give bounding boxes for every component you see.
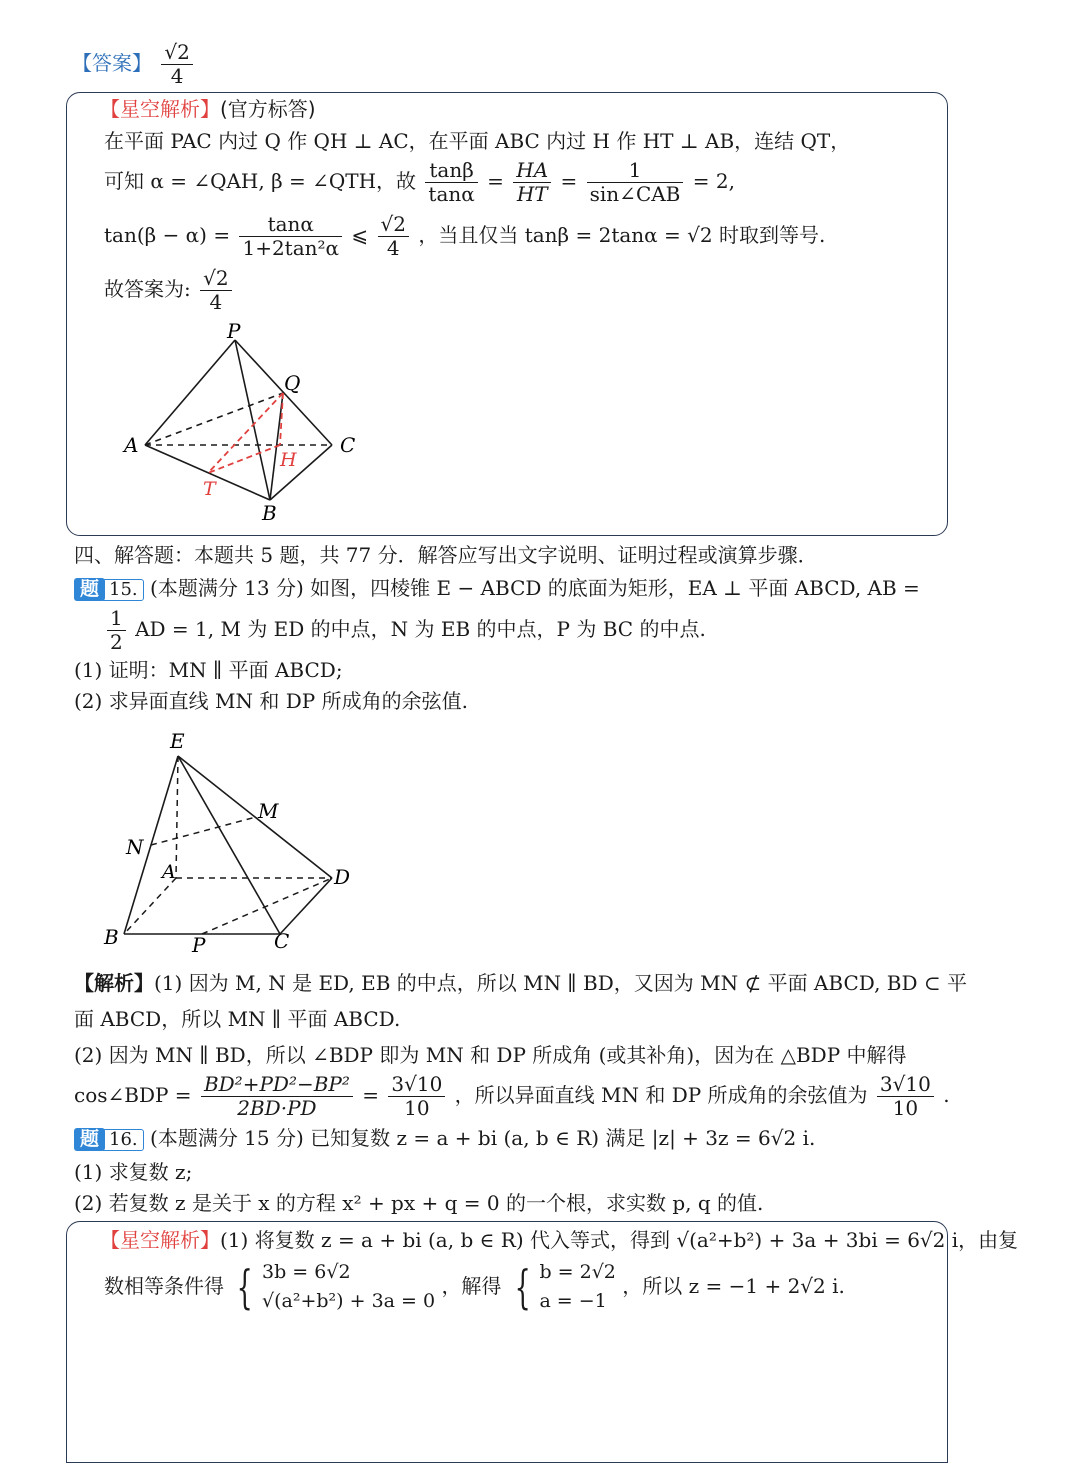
box1-frac-6-num: √2 [200, 268, 231, 291]
system-2 [539, 1258, 615, 1317]
box1-line-2-text: 可知 α = ∠QAH, β = ∠QTH，故 [104, 169, 417, 193]
system-2-eq-1: b = 2√2 [539, 1261, 616, 1283]
box1-line-4 [104, 268, 235, 313]
box1-line-2-end: = 2, [692, 169, 735, 193]
box1-frac-1 [425, 160, 477, 205]
pyramid-figure [96, 726, 366, 958]
q15-frac-cos-num: BD²+PD²−BP² [201, 1074, 353, 1097]
box1-line-3-start: tan(β − α) = [104, 223, 231, 247]
label-C: C [340, 433, 356, 457]
section-header: 四、解答题：本题共 5 题，共 77 分．解答应写出文字说明、证明过程或演算步骤． [74, 543, 818, 567]
box1-line-1: 在平面 PAC 内过 Q 作 QH ⊥ AC，在平面 ABC 内过 H 作 HT ⊥ AB，连结 QT， [104, 129, 851, 153]
box1-frac-4-den: 1+2tan²α [242, 236, 340, 260]
q16-tag: 题 [74, 1128, 105, 1151]
box1-frac-2-den: HT [516, 182, 548, 206]
segment-HT [208, 445, 280, 473]
q15-number: 15. [103, 579, 144, 601]
box1-frac-4-num: tanα [239, 214, 342, 237]
label-Q: Q [284, 371, 301, 395]
box1-line-4-text: 故答案为: [104, 277, 191, 301]
label-P: P [227, 319, 241, 343]
q15-solution-1 [74, 972, 967, 994]
q15-half-num: 1 [107, 608, 126, 631]
q16-sol-1-text: (1) 将复数 z = a + bi (a, b ∈ R) 代入等式，得到 √(a²+b²) + 3a + 3bi = 6√2 i，由复 [220, 1228, 1019, 1252]
q16-part-2: (2) 若复数 z 是关于 x 的方程 x² + px + q = 0 的一个根，求实数 p, q 的值. [74, 1191, 764, 1215]
q15-tag: 题 [74, 578, 105, 601]
answer-fraction [161, 42, 192, 87]
q15-solution-3: (2) 因为 MN ∥ BD，所以 ∠BDP 即为 MN 和 DP 所成角 (或其补角)，因为在 △BDP 中解得 [74, 1043, 907, 1067]
q15-part-2: (2) 求异面直线 MN 和 DP 所成角的余弦值. [74, 689, 468, 713]
q15-half [107, 608, 126, 653]
q15-frac-value-den: 10 [404, 1096, 430, 1120]
q15-sol-4-mid: ，所以异面直线 MN 和 DP 所成角的余弦值为 [454, 1083, 868, 1107]
q15-frac-answer-num: 3√10 [877, 1074, 934, 1097]
brace-1: { [236, 1260, 254, 1315]
q16-solution-2 [104, 1258, 845, 1317]
answer-line [72, 42, 196, 87]
edge-PA [145, 340, 235, 445]
box1-frac-5 [378, 214, 409, 259]
brace-2: { [514, 1260, 531, 1315]
box1-frac-5-den: 4 [386, 236, 400, 260]
box1-frac-2-num: HA [513, 160, 551, 183]
q15-line-1-text: (本题满分 13 分) 如图，四棱锥 E − ABCD 的底面为矩形，EA ⊥ 平面 ABCD, AB = [150, 576, 920, 600]
box1-eq-1: = [487, 169, 504, 193]
q15-sol-1-text: (1) 因为 M, N 是 ED, EB 的中点，所以 MN ∥ BD，又因为 MN ⊄ 平面 ABCD, BD ⊂ 平 [154, 971, 967, 995]
box1-label: 【星空解析】 [100, 97, 220, 121]
q16-number: 16. [103, 1129, 144, 1151]
label-P2: P [192, 933, 206, 957]
box1-frac-4 [239, 214, 342, 259]
label-E: E [170, 729, 185, 753]
q16-line-1-text: (本题满分 15 分) 已知复数 z = a + bi (a, b ∈ R) 满足 |z| + 3z = 6√2 i. [150, 1126, 816, 1150]
box1-label-suffix: (官方标答) [220, 97, 316, 121]
q16-part-1: (1) 求复数 z; [74, 1160, 193, 1184]
box1-line-2 [104, 160, 735, 205]
q15-eq: = [362, 1083, 380, 1107]
system-1-eq-2: √(a²+b²) + 3a = 0 [262, 1290, 436, 1313]
q15-line-2 [104, 608, 706, 653]
q15-solution-4 [74, 1074, 950, 1119]
label-N: N [126, 835, 144, 859]
segment-PD [202, 878, 332, 934]
q15-sol-4-end: . [943, 1083, 950, 1107]
q15-line-2-text: AD = 1, M 为 ED 的中点，N 为 EB 的中点，P 为 BC 的中点. [135, 617, 706, 641]
segment-MN [151, 817, 256, 845]
q15-sol-label: 【解析】 [74, 971, 154, 995]
q15-frac-value-num: 3√10 [388, 1074, 445, 1097]
label-A2: A [162, 861, 176, 883]
answer-denominator: 4 [170, 64, 184, 88]
box1-line-3-end: ，当且仅当 tanβ = 2tanα = √2 时取到等号. [418, 223, 826, 247]
box1-frac-6 [200, 268, 231, 313]
q15-frac-answer-den: 10 [892, 1096, 919, 1120]
label-H: H [280, 449, 297, 471]
label-M: M [258, 799, 279, 823]
q15-frac-value [388, 1074, 445, 1119]
box1-frac-2 [513, 160, 551, 205]
q15-half-den: 2 [110, 630, 123, 654]
answer-numerator: √2 [161, 42, 192, 65]
label-A: A [124, 433, 139, 457]
q15-part-1: (1) 证明：MN ∥ 平面 ABCD; [74, 658, 343, 682]
edge-ED [178, 756, 332, 878]
answer-label: 【答案】 [72, 51, 152, 75]
label-C2: C [274, 929, 290, 953]
box1-frac-6-den: 4 [209, 290, 223, 314]
box1-frac-5-num: √2 [378, 214, 409, 237]
system-2-eq-2: a = −1 [539, 1290, 607, 1313]
box1-frac-3-num: 1 [587, 160, 684, 183]
label-B2: B [104, 925, 119, 949]
edge-EA [176, 756, 178, 878]
label-D: D [334, 865, 351, 889]
system-1 [262, 1258, 435, 1317]
q16-sol-2-mid: ，解得 [441, 1273, 502, 1298]
q16-sol-label: 【星空解析】 [100, 1228, 220, 1252]
label-T: T [203, 478, 216, 500]
box1-leq: ⩽ [351, 223, 369, 247]
q15-line-1 [74, 577, 920, 601]
box1-frac-1-den: tanα [428, 182, 475, 206]
box1-frac-1-num: tanβ [425, 160, 477, 183]
q16-sol-2-end: ，所以 z = −1 + 2√2 i. [622, 1273, 845, 1298]
q16-solution-1 [100, 1229, 1018, 1251]
q15-frac-cos [201, 1074, 353, 1119]
q15-frac-cos-den: 2BD·PD [237, 1096, 317, 1120]
box1-line-3 [104, 214, 825, 259]
box1-eq-2: = [560, 169, 578, 193]
q16-sol-2-start: 数相等条件得 [104, 1273, 224, 1298]
system-1-eq-1: 3b = 6√2 [262, 1261, 351, 1283]
edge-CD [280, 878, 332, 934]
tetrahedron-figure [110, 318, 370, 528]
q15-solution-2: 面 ABCD，所以 MN ∥ 平面 ABCD. [74, 1007, 401, 1031]
label-B: B [262, 501, 277, 525]
box1-frac-3 [587, 160, 684, 205]
q16-line-1 [74, 1127, 815, 1151]
box1-frac-3-den: sin∠CAB [589, 182, 681, 206]
edge-PB [235, 340, 270, 500]
edge-AQ [145, 393, 283, 445]
segment-QT [208, 393, 283, 473]
q15-sol-4-start: cos∠BDP = [74, 1083, 192, 1107]
box1-header [100, 98, 316, 120]
q15-frac-answer [877, 1074, 934, 1119]
